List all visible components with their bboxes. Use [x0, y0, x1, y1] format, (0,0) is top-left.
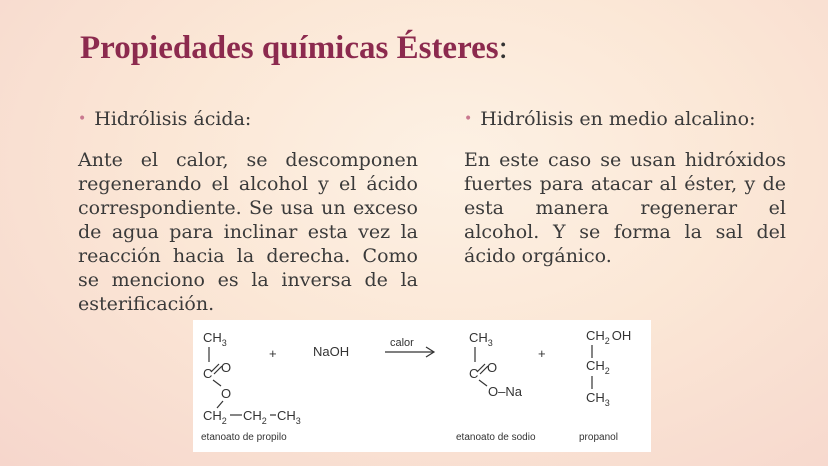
left-bullet-heading [78, 106, 418, 134]
salt-bond-o [479, 380, 487, 386]
alcohol-bot: $CH_3$ [586, 390, 610, 408]
left-column [78, 106, 418, 316]
salt-c: C [469, 366, 479, 381]
reaction-condition: calor [390, 337, 414, 349]
slide-title [80, 30, 508, 67]
right-heading-text: Hidrólisis en medio alcalino: [480, 108, 756, 130]
reagent-naoh: NaOH [313, 344, 350, 359]
ester-bond-ch2 [217, 401, 223, 408]
ester-o-double: O [221, 360, 232, 375]
left-heading-text: Hidrólisis ácida: [94, 108, 252, 130]
salt-ch3: $CH_3$ [469, 330, 493, 348]
right-column [464, 106, 786, 268]
salt-o-na: O–Na [488, 384, 522, 399]
ester-ch2a: $CH_2$ [203, 408, 227, 426]
bullet-dot-icon: • [78, 111, 87, 127]
ester-ch3b: $CH_3$ [277, 408, 301, 426]
label-alcohol: propanol [579, 432, 618, 443]
label-ester: etanoato de propilo [201, 432, 287, 443]
label-salt: etanoato de sodio [456, 432, 536, 443]
right-bullet-heading [464, 106, 786, 134]
slide-title-text: Propiedades químicas Ésteres [80, 30, 499, 66]
ester-bond-o [213, 380, 221, 386]
salt-o-double: O [487, 360, 498, 375]
right-body-text: En este caso se usan hidróxidos fuertes para atacar al éster, y de esta manera regenerar el alcohol. Y se forma la sal del ácido orgánico. [464, 149, 786, 267]
left-body-text: Ante el calor, se descomponen regenerando el alcohol y el ácido correspondiente. Se usa un exceso de agua para inclinar esta vez la reacción hacia la derecha. Como se menciono es la inversa de la esterificación. [78, 149, 418, 315]
reaction-plus-1: + [269, 346, 277, 361]
reaction-plus-2: + [538, 346, 546, 361]
ester-ch2b: $CH_2$ [243, 408, 267, 426]
ester-ch3: $CH_3$ [203, 330, 227, 348]
ester-c: C [203, 366, 213, 381]
slide-title-colon: : [498, 30, 508, 66]
bullet-dot-icon: • [464, 111, 473, 127]
reaction-diagram [193, 320, 651, 452]
alcohol-mid: $CH_2$ [586, 358, 610, 376]
alcohol-top: $CH_2$ OH [586, 328, 632, 346]
ester-o: O [221, 386, 232, 401]
